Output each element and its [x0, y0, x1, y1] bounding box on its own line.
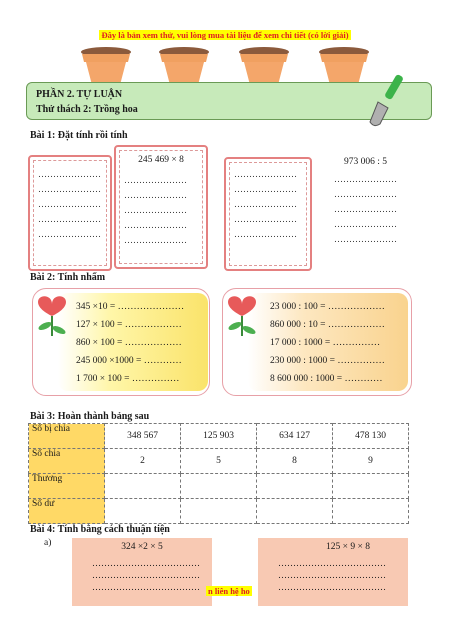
footer-note: n liên hệ ho [208, 586, 250, 596]
calc-box-left: 324 ×2 × 5 ……………………………… ……………………………… ……………………………… [72, 538, 212, 606]
calc-box-right: 125 × 9 × 8 ……………………………… ……………………………… ……………………………… [258, 538, 408, 606]
mental-math-row: 345 ×10 = ………………… [76, 302, 185, 312]
expr-973006d5: 973 006 : 5 [344, 157, 388, 167]
mental-math-row: 127 × 100 = ……………… [76, 320, 182, 330]
expr-125x9x8: 125 × 9 × 8 [326, 542, 370, 552]
table-cell: 125 903 [181, 424, 257, 449]
expr-324x2x5: 324 ×2 × 5 [121, 542, 163, 552]
challenge-title: Thử thách 2: Trồng hoa [36, 104, 138, 115]
calc-box-2 [114, 145, 208, 269]
table-cell[interactable] [257, 499, 333, 524]
flower-pot-icon [80, 46, 132, 86]
bai3-title: Bài 3: Hoàn thành bảng sau [30, 411, 150, 422]
table-cell[interactable] [105, 474, 181, 499]
table-cell: 8 [257, 449, 333, 474]
bai4-title: Bài 4: Tính bằng cách thuận tiện [30, 524, 170, 535]
calc-box-3 [224, 157, 312, 271]
mental-math-row: 245 000 ×1000 = ………… [76, 356, 182, 366]
table-cell[interactable] [105, 499, 181, 524]
bai1-title: Bài 1: Đặt tính rồi tính [30, 130, 128, 141]
table-cell[interactable] [333, 474, 409, 499]
mental-math-row: 23 000 : 100 = ……………… [270, 302, 385, 312]
mental-math-row: 1 700 × 100 = …………… [76, 374, 180, 384]
table-cell[interactable] [181, 499, 257, 524]
answer-lines: ………………… ………………… ………………… ………………… ………………… [234, 169, 297, 239]
table-cell: 5 [181, 449, 257, 474]
flower-pot-icon [238, 46, 290, 86]
answer-lines: ………………… ………………… ………………… ………………… ………………… [124, 175, 187, 245]
expr-245469x8: 245 469 × 8 [138, 155, 184, 165]
table-row [29, 424, 409, 449]
answer-lines: ………………… ………………… ………………… ………………… ………………… [38, 169, 101, 239]
row-label: Thương [29, 474, 105, 499]
flower-pot-icon [318, 46, 370, 86]
row-label: Số bị chia [29, 424, 105, 449]
mental-math-row: 230 000 : 1000 = …………… [270, 356, 385, 366]
part-title: PHẦN 2. TỰ LUẬN [36, 89, 123, 100]
table-cell: 348 567 [105, 424, 181, 449]
division-table [28, 423, 409, 524]
table-row [29, 499, 409, 524]
table-row [29, 449, 409, 474]
table-cell[interactable] [181, 474, 257, 499]
table-cell: 478 130 [333, 424, 409, 449]
table-cell: 9 [333, 449, 409, 474]
heart-flower-icon [32, 290, 72, 338]
mental-math-row: 860 000 : 10 = ……………… [270, 320, 385, 330]
row-label: Số chia [29, 449, 105, 474]
calc-box-1 [28, 155, 112, 271]
part-a-label: a) [44, 538, 52, 548]
table-row [29, 474, 409, 499]
preview-banner: Đây là bản xem thử, vui lòng mua tài liệu để xem chi tiết (có lời giải) [101, 30, 349, 40]
table-cell: 634 127 [257, 424, 333, 449]
row-label: Số dư [29, 499, 105, 524]
shovel-icon [364, 72, 410, 130]
table-cell[interactable] [257, 474, 333, 499]
mental-math-row: 17 000 : 1000 = …………… [270, 338, 381, 348]
answer-lines: ………………… ………………… ………………… ………………… ………………… [334, 174, 397, 244]
mental-math-row: 860 × 100 = ……………… [76, 338, 182, 348]
table-cell[interactable] [333, 499, 409, 524]
table-cell: 2 [105, 449, 181, 474]
flower-pot-icon [158, 46, 210, 86]
bai2-title: Bài 2: Tính nhẩm [30, 272, 106, 283]
mental-math-row: 8 600 000 : 1000 = ………… [270, 374, 383, 384]
heart-flower-icon [222, 290, 262, 338]
